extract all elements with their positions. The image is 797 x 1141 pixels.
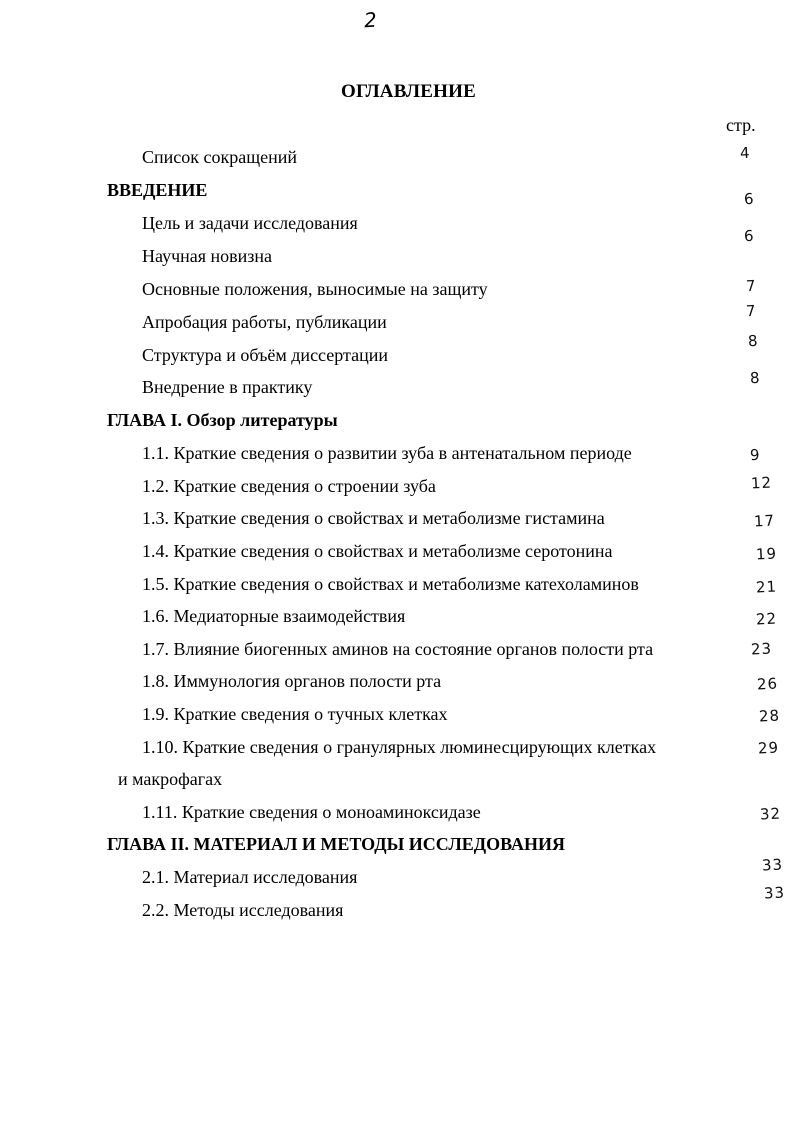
toc-entry-novelty: Научная новизна [142, 246, 273, 266]
page-title: ОГЛАВЛЕНИЕ [341, 81, 476, 102]
page-ref-1-10: 29 [757, 738, 780, 758]
page-ref-1-5: 21 [755, 577, 778, 597]
page-ref-2-1: 33 [761, 855, 784, 875]
toc-entry-2-2: 2.2. Методы исследования [142, 900, 344, 920]
toc-entry-structure: Структура и объём диссертации [142, 345, 388, 365]
page-ref-1-3: 17 [753, 511, 776, 531]
page-ref-abbreviations: 4 [739, 143, 752, 163]
toc-entry-1-7: 1.7. Влияние биогенных аминов на состояние органов полости рта [142, 639, 654, 659]
page-ref-1-9: 28 [758, 706, 781, 726]
page-ref-introduction: 6 [743, 189, 756, 209]
page-ref-2-2: 33 [763, 883, 786, 903]
toc-entry-chapter-1: ГЛАВА I. Обзор литературы [107, 410, 338, 430]
toc-entry-approbation: Апробация работы, публикации [142, 312, 387, 332]
toc-entry-1-10-continued: и макрофагах [118, 769, 223, 789]
toc-entry-introduction: ВВЕДЕНИЕ [107, 180, 208, 200]
toc-entry-1-3: 1.3. Краткие сведения о свойствах и метаболизме гистамина [142, 508, 605, 528]
page-ref-main-provisions: 7 [745, 276, 758, 296]
page-ref-1-4: 19 [755, 544, 778, 564]
toc-entry-1-11: 1.11. Краткие сведения о моноаминоксидазе [142, 802, 481, 822]
toc-entry-1-9: 1.9. Краткие сведения о тучных клетках [142, 704, 448, 724]
handwritten-page-number: 2 [363, 7, 378, 33]
toc-entry-1-10: 1.10. Краткие сведения о гранулярных люминесцирующих клетках [142, 737, 657, 757]
page-ref-structure: 8 [747, 331, 760, 351]
toc-entry-implementation: Внедрение в практику [142, 377, 313, 397]
page-column-header: стр. [726, 115, 756, 135]
page-ref-1-7: 23 [750, 639, 773, 659]
toc-entry-main-provisions: Основные положения, выносимые на защиту [142, 279, 488, 299]
page-ref-implementation: 8 [749, 368, 762, 388]
toc-entry-chapter-2: ГЛАВА II. МАТЕРИАЛ И МЕТОДЫ ИССЛЕДОВАНИЯ [107, 834, 566, 854]
toc-entry-1-8: 1.8. Иммунология органов полости рта [142, 671, 442, 691]
page-ref-goals: 6 [743, 226, 756, 246]
toc-entry-1-4: 1.4. Краткие сведения о свойствах и метаболизме серотонина [142, 541, 613, 561]
toc-entry-1-2: 1.2. Краткие сведения о строении зуба [142, 476, 436, 496]
toc-entry-1-6: 1.6. Медиаторные взаимодействия [142, 606, 406, 626]
page-ref-1-11: 32 [759, 804, 782, 824]
toc-entry-2-1: 2.1. Материал исследования [142, 867, 358, 887]
toc-entry-1-1: 1.1. Краткие сведения о развитии зуба в антенатальном периоде [142, 443, 632, 463]
toc-entry-1-5: 1.5. Краткие сведения о свойствах и метаболизме катехоламинов [142, 574, 639, 594]
page-ref-1-1: 9 [749, 445, 762, 465]
page-ref-1-2: 12 [750, 473, 773, 493]
toc-entry-goals: Цель и задачи исследования [142, 213, 358, 233]
page-ref-1-8: 26 [756, 674, 779, 694]
page-ref-1-6: 22 [755, 609, 778, 629]
page-ref-approbation: 7 [745, 301, 758, 321]
toc-entry-abbreviations: Список сокращений [142, 147, 297, 167]
